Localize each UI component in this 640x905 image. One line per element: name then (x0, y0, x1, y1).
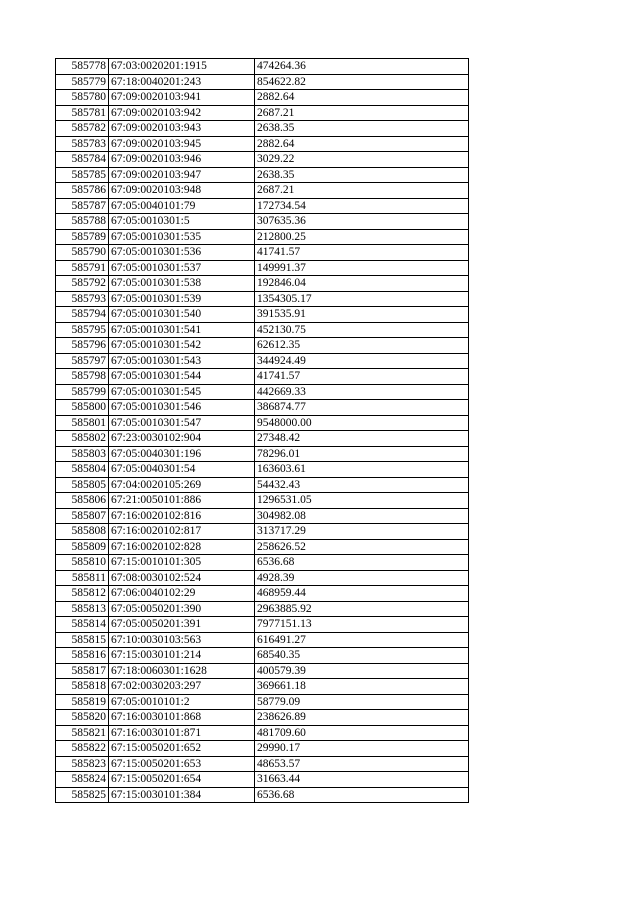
row-id-cell: 585809 (56, 539, 109, 555)
cadastral-number-cell: 67:05:0010301:544 (109, 369, 255, 385)
cadastral-number-cell: 67:05:0010301:543 (109, 353, 255, 369)
row-id-cell: 585807 (56, 508, 109, 524)
value-cell: 6536.68 (255, 555, 469, 571)
cadastral-number-cell: 67:05:0010301:537 (109, 260, 255, 276)
value-cell: 27348.42 (255, 431, 469, 447)
cadastral-number-cell: 67:09:0020103:945 (109, 136, 255, 152)
cadastral-number-cell: 67:15:0030101:214 (109, 648, 255, 664)
table-row (56, 694, 469, 710)
row-id-cell: 585806 (56, 493, 109, 509)
row-id-cell: 585780 (56, 90, 109, 106)
cadastral-number-cell: 67:02:0030203:297 (109, 679, 255, 695)
cadastral-number-cell: 67:09:0020103:943 (109, 121, 255, 137)
value-cell: 58779.09 (255, 694, 469, 710)
cadastral-number-cell: 67:05:0010301:5 (109, 214, 255, 230)
value-cell: 149991.37 (255, 260, 469, 276)
row-id-cell: 585792 (56, 276, 109, 292)
table-row (56, 446, 469, 462)
table-row (56, 415, 469, 431)
value-cell: 2882.64 (255, 136, 469, 152)
row-id-cell: 585819 (56, 694, 109, 710)
cadastral-number-cell: 67:03:0020201:1915 (109, 59, 255, 75)
cadastral-number-cell: 67:05:0010301:541 (109, 322, 255, 338)
row-id-cell: 585803 (56, 446, 109, 462)
cadastral-number-cell: 67:15:0030101:384 (109, 787, 255, 803)
cadastral-number-cell: 67:09:0020103:941 (109, 90, 255, 106)
row-id-cell: 585794 (56, 307, 109, 323)
cadastral-number-cell: 67:09:0020103:947 (109, 167, 255, 183)
table-row (56, 214, 469, 230)
value-cell: 391535.91 (255, 307, 469, 323)
row-id-cell: 585797 (56, 353, 109, 369)
value-cell: 9548000.00 (255, 415, 469, 431)
table-row (56, 369, 469, 385)
value-cell: 344924.49 (255, 353, 469, 369)
value-cell: 400579.39 (255, 663, 469, 679)
row-id-cell: 585795 (56, 322, 109, 338)
value-cell: 2638.35 (255, 121, 469, 137)
value-cell: 1354305.17 (255, 291, 469, 307)
value-cell: 616491.27 (255, 632, 469, 648)
row-id-cell: 585781 (56, 105, 109, 121)
value-cell: 41741.57 (255, 369, 469, 385)
table-row (56, 291, 469, 307)
value-cell: 442669.33 (255, 384, 469, 400)
row-id-cell: 585799 (56, 384, 109, 400)
cadastral-number-cell: 67:16:0020102:817 (109, 524, 255, 540)
table-body (56, 59, 469, 803)
row-id-cell: 585793 (56, 291, 109, 307)
value-cell: 313717.29 (255, 524, 469, 540)
row-id-cell: 585798 (56, 369, 109, 385)
row-id-cell: 585783 (56, 136, 109, 152)
value-cell: 172734.54 (255, 198, 469, 214)
cadastral-number-cell: 67:09:0020103:942 (109, 105, 255, 121)
table-row (56, 539, 469, 555)
table-row (56, 663, 469, 679)
row-id-cell: 585811 (56, 570, 109, 586)
row-id-cell: 585786 (56, 183, 109, 199)
value-cell: 54432.43 (255, 477, 469, 493)
value-cell: 2638.35 (255, 167, 469, 183)
cadastral-number-cell: 67:05:0010301:536 (109, 245, 255, 261)
table-row (56, 276, 469, 292)
value-cell: 481709.60 (255, 725, 469, 741)
cadastral-number-cell: 67:05:0040301:54 (109, 462, 255, 478)
table-row (56, 59, 469, 75)
table-row (56, 152, 469, 168)
row-id-cell: 585778 (56, 59, 109, 75)
table-row (56, 183, 469, 199)
cadastral-number-cell: 67:08:0030102:524 (109, 570, 255, 586)
value-cell: 258626.52 (255, 539, 469, 555)
table-row (56, 245, 469, 261)
cadastral-number-cell: 67:05:0010301:540 (109, 307, 255, 323)
value-cell: 2687.21 (255, 105, 469, 121)
row-id-cell: 585801 (56, 415, 109, 431)
value-cell: 78296.01 (255, 446, 469, 462)
table-row (56, 167, 469, 183)
table-row (56, 617, 469, 633)
cadastral-number-cell: 67:18:0040201:243 (109, 74, 255, 90)
row-id-cell: 585814 (56, 617, 109, 633)
table-row (56, 586, 469, 602)
table-row (56, 384, 469, 400)
table-row (56, 772, 469, 788)
row-id-cell: 585796 (56, 338, 109, 354)
row-id-cell: 585813 (56, 601, 109, 617)
cadastral-number-cell: 67:09:0020103:946 (109, 152, 255, 168)
table-row (56, 338, 469, 354)
cadastral-number-cell: 67:05:0040101:79 (109, 198, 255, 214)
table-row (56, 477, 469, 493)
table-row (56, 648, 469, 664)
row-id-cell: 585800 (56, 400, 109, 416)
cadastral-number-cell: 67:05:0010301:545 (109, 384, 255, 400)
row-id-cell: 585815 (56, 632, 109, 648)
cadastral-number-cell: 67:05:0010301:535 (109, 229, 255, 245)
row-id-cell: 585804 (56, 462, 109, 478)
value-cell: 238626.89 (255, 710, 469, 726)
row-id-cell: 585785 (56, 167, 109, 183)
row-id-cell: 585787 (56, 198, 109, 214)
value-cell: 62612.35 (255, 338, 469, 354)
table-row (56, 322, 469, 338)
cadastral-number-cell: 67:05:0050201:391 (109, 617, 255, 633)
row-id-cell: 585788 (56, 214, 109, 230)
cadastral-number-cell: 67:06:0040102:29 (109, 586, 255, 602)
table-row (56, 431, 469, 447)
row-id-cell: 585810 (56, 555, 109, 571)
cadastral-number-cell: 67:05:0010301:546 (109, 400, 255, 416)
value-cell: 468959.44 (255, 586, 469, 602)
value-cell: 369661.18 (255, 679, 469, 695)
value-cell: 2882.64 (255, 90, 469, 106)
cadastral-number-cell: 67:05:0010301:547 (109, 415, 255, 431)
value-cell: 474264.36 (255, 59, 469, 75)
row-id-cell: 585805 (56, 477, 109, 493)
cadastral-number-cell: 67:16:0030101:871 (109, 725, 255, 741)
cadastral-number-cell: 67:15:0050201:653 (109, 756, 255, 772)
row-id-cell: 585825 (56, 787, 109, 803)
row-id-cell: 585808 (56, 524, 109, 540)
table-row (56, 229, 469, 245)
cadastral-number-cell: 67:23:0030102:904 (109, 431, 255, 447)
value-cell: 68540.35 (255, 648, 469, 664)
value-cell: 3029.22 (255, 152, 469, 168)
table-row (56, 462, 469, 478)
cadastral-number-cell: 67:04:0020105:269 (109, 477, 255, 493)
table-row (56, 601, 469, 617)
value-cell: 31663.44 (255, 772, 469, 788)
value-cell: 4928.39 (255, 570, 469, 586)
value-cell: 854622.82 (255, 74, 469, 90)
table-row (56, 307, 469, 323)
row-id-cell: 585779 (56, 74, 109, 90)
value-cell: 6536.68 (255, 787, 469, 803)
cadastral-number-cell: 67:05:0010301:542 (109, 338, 255, 354)
table-row (56, 741, 469, 757)
table-row (56, 90, 469, 106)
table-row (56, 710, 469, 726)
row-id-cell: 585821 (56, 725, 109, 741)
row-id-cell: 585812 (56, 586, 109, 602)
row-id-cell: 585824 (56, 772, 109, 788)
value-cell: 2687.21 (255, 183, 469, 199)
cadastral-number-cell: 67:05:0010101:2 (109, 694, 255, 710)
cadastral-number-cell: 67:05:0010301:538 (109, 276, 255, 292)
cadastral-number-cell: 67:15:0050201:652 (109, 741, 255, 757)
table-row (56, 508, 469, 524)
value-cell: 452130.75 (255, 322, 469, 338)
row-id-cell: 585782 (56, 121, 109, 137)
table-row (56, 136, 469, 152)
table-row (56, 524, 469, 540)
row-id-cell: 585791 (56, 260, 109, 276)
row-id-cell: 585789 (56, 229, 109, 245)
table-row (56, 198, 469, 214)
table-row (56, 353, 469, 369)
cadastral-number-cell: 67:15:0010101:305 (109, 555, 255, 571)
table-row (56, 260, 469, 276)
cadastral-number-cell: 67:05:0040301:196 (109, 446, 255, 462)
value-cell: 212800.25 (255, 229, 469, 245)
table-row (56, 105, 469, 121)
table-row (56, 493, 469, 509)
row-id-cell: 585822 (56, 741, 109, 757)
value-cell: 48653.57 (255, 756, 469, 772)
row-id-cell: 585816 (56, 648, 109, 664)
value-cell: 307635.36 (255, 214, 469, 230)
value-cell: 29990.17 (255, 741, 469, 757)
table-row (56, 400, 469, 416)
cadastral-number-cell: 67:16:0020102:828 (109, 539, 255, 555)
row-id-cell: 585784 (56, 152, 109, 168)
table-row (56, 74, 469, 90)
cadastral-number-cell: 67:10:0030103:563 (109, 632, 255, 648)
value-cell: 192846.04 (255, 276, 469, 292)
value-cell: 304982.08 (255, 508, 469, 524)
cadastral-number-cell: 67:15:0050201:654 (109, 772, 255, 788)
value-cell: 1296531.05 (255, 493, 469, 509)
cadastral-number-cell: 67:16:0020102:816 (109, 508, 255, 524)
table-row (56, 756, 469, 772)
table-row (56, 555, 469, 571)
cadastral-number-cell: 67:05:0010301:539 (109, 291, 255, 307)
row-id-cell: 585817 (56, 663, 109, 679)
row-id-cell: 585823 (56, 756, 109, 772)
value-cell: 163603.61 (255, 462, 469, 478)
table-row (56, 570, 469, 586)
data-table (55, 58, 469, 803)
value-cell: 7977151.13 (255, 617, 469, 633)
row-id-cell: 585818 (56, 679, 109, 695)
row-id-cell: 585802 (56, 431, 109, 447)
table-row (56, 632, 469, 648)
cadastral-number-cell: 67:05:0050201:390 (109, 601, 255, 617)
cadastral-number-cell: 67:18:0060301:1628 (109, 663, 255, 679)
cadastral-number-cell: 67:21:0050101:886 (109, 493, 255, 509)
value-cell: 2963885.92 (255, 601, 469, 617)
table-row (56, 121, 469, 137)
value-cell: 386874.77 (255, 400, 469, 416)
cadastral-number-cell: 67:09:0020103:948 (109, 183, 255, 199)
table-row (56, 725, 469, 741)
row-id-cell: 585790 (56, 245, 109, 261)
row-id-cell: 585820 (56, 710, 109, 726)
table-row (56, 679, 469, 695)
value-cell: 41741.57 (255, 245, 469, 261)
cadastral-number-cell: 67:16:0030101:868 (109, 710, 255, 726)
table-row (56, 787, 469, 803)
